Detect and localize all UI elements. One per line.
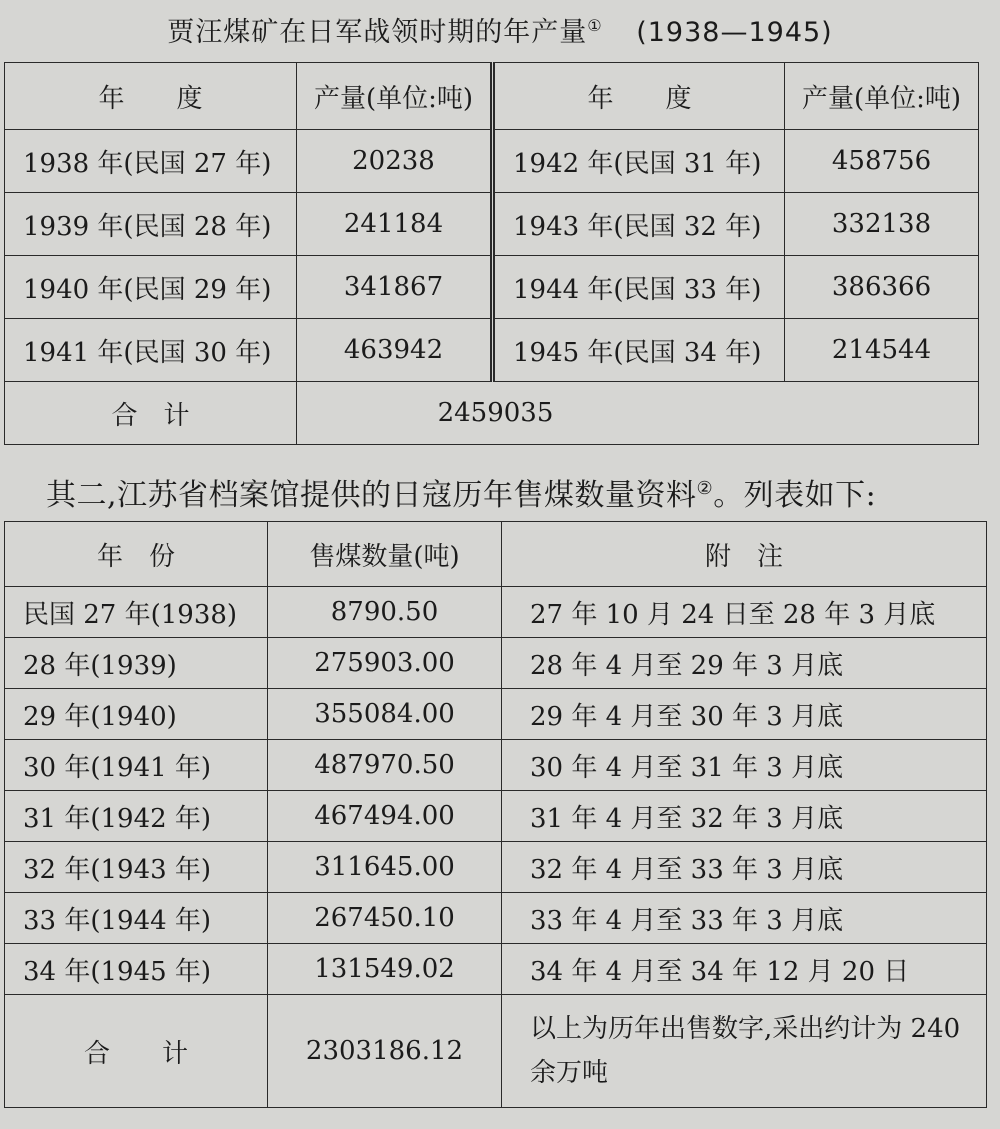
table-row — [5, 893, 987, 944]
quantity-cell: 8790.50 — [268, 587, 502, 638]
paragraph-tail: 。列表如下: — [713, 478, 877, 513]
output-cell: 214544 — [785, 319, 979, 382]
table-row — [5, 689, 987, 740]
page-title — [0, 10, 1000, 49]
total-label: 合 计 — [5, 995, 268, 1108]
year-cell: 1943 年(民国 32 年) — [493, 193, 785, 256]
table-row — [5, 587, 987, 638]
quantity-cell: 267450.10 — [268, 893, 502, 944]
quantity-cell: 355084.00 — [268, 689, 502, 740]
table-row — [5, 130, 979, 193]
year-cell: 1938 年(民国 27 年) — [5, 130, 297, 193]
year-cell: 1940 年(民国 29 年) — [5, 256, 297, 319]
table-row — [5, 842, 987, 893]
year-cell: 33 年(1944 年) — [5, 893, 268, 944]
total-value: 2303186.12 — [268, 995, 502, 1108]
quantity-cell: 487970.50 — [268, 740, 502, 791]
total-value: 2459035 — [297, 382, 979, 445]
note-cell: 34 年 4 月至 34 年 12 月 20 日 — [502, 944, 987, 995]
output-cell: 463942 — [297, 319, 493, 382]
year-cell: 28 年(1939) — [5, 638, 268, 689]
year-cell: 31 年(1942 年) — [5, 791, 268, 842]
year-cell: 29 年(1940) — [5, 689, 268, 740]
annual-output-table — [4, 62, 979, 445]
year-cell: 34 年(1945 年) — [5, 944, 268, 995]
output-cell: 341867 — [297, 256, 493, 319]
header-note: 附 注 — [502, 522, 987, 587]
table-row — [5, 944, 987, 995]
year-cell: 1942 年(民国 31 年) — [493, 130, 785, 193]
paragraph-footnote-mark: ② — [696, 478, 714, 499]
output-cell: 332138 — [785, 193, 979, 256]
header-year: 年 份 — [5, 522, 268, 587]
note-cell: 27 年 10 月 24 日至 28 年 3 月底 — [502, 587, 987, 638]
output-cell: 241184 — [297, 193, 493, 256]
intro-paragraph — [46, 470, 996, 514]
note-cell: 28 年 4 月至 29 年 3 月底 — [502, 638, 987, 689]
header-output: 产量(单位:吨) — [785, 63, 979, 130]
year-cell: 32 年(1943 年) — [5, 842, 268, 893]
quantity-cell: 311645.00 — [268, 842, 502, 893]
year-cell: 30 年(1941 年) — [5, 740, 268, 791]
note-cell: 31 年 4 月至 32 年 3 月底 — [502, 791, 987, 842]
note-cell: 30 年 4 月至 31 年 3 月底 — [502, 740, 987, 791]
note-cell: 33 年 4 月至 33 年 3 月底 — [502, 893, 987, 944]
title-text: 贾汪煤矿在日军战领时期的年产量 — [167, 17, 588, 48]
quantity-cell: 467494.00 — [268, 791, 502, 842]
header-year: 年 度 — [493, 63, 785, 130]
table-header-row — [5, 522, 987, 587]
table-row — [5, 638, 987, 689]
note-cell: 32 年 4 月至 33 年 3 月底 — [502, 842, 987, 893]
table-row — [5, 256, 979, 319]
output-cell: 458756 — [785, 130, 979, 193]
total-row — [5, 995, 987, 1108]
paragraph-text: 其二,江苏省档案馆提供的日寇历年售煤数量资料 — [46, 478, 697, 513]
output-cell: 20238 — [297, 130, 493, 193]
title-footnote-mark: ① — [587, 16, 603, 35]
table-row — [5, 791, 987, 842]
quantity-cell: 131549.02 — [268, 944, 502, 995]
title-year-range: (1938—1945) — [636, 17, 833, 48]
year-cell: 1944 年(民国 33 年) — [493, 256, 785, 319]
table-row — [5, 319, 979, 382]
table-row — [5, 193, 979, 256]
header-output: 产量(单位:吨) — [297, 63, 493, 130]
table-header-row — [5, 63, 979, 130]
total-label: 合 计 — [5, 382, 297, 445]
note-cell: 29 年 4 月至 30 年 3 月底 — [502, 689, 987, 740]
table-row — [5, 740, 987, 791]
year-cell: 1939 年(民国 28 年) — [5, 193, 297, 256]
header-year: 年 度 — [5, 63, 297, 130]
quantity-cell: 275903.00 — [268, 638, 502, 689]
coal-sales-table — [4, 521, 987, 1108]
year-cell: 1945 年(民国 34 年) — [493, 319, 785, 382]
output-cell: 386366 — [785, 256, 979, 319]
total-note: 以上为历年出售数字,采出约计为 240 余万吨 — [502, 995, 987, 1108]
year-cell: 1941 年(民国 30 年) — [5, 319, 297, 382]
header-quantity: 售煤数量(吨) — [268, 522, 502, 587]
year-cell: 民国 27 年(1938) — [5, 587, 268, 638]
total-row — [5, 382, 979, 445]
